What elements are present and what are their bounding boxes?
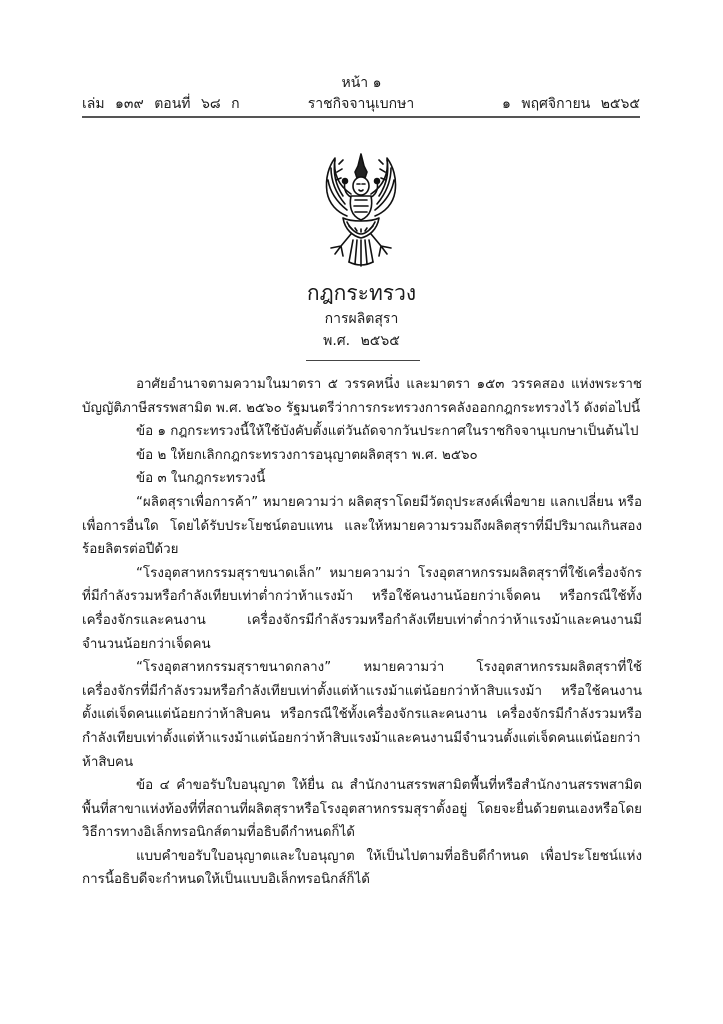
page-number: หน้า ๑ bbox=[341, 75, 382, 91]
clause-4-forms: แบบคำขอรับใบอนุญาตและใบอนุญาต ให้เป็นไปตามที่อธิบดีกำหนด เพื่อประโยชน์แห่งการนี้อธิบดีจะกำหนดให้เป็นแบบอิเล็กทรอนิกส์ก็ได้ bbox=[82, 848, 642, 888]
gazette-header bbox=[82, 94, 640, 114]
document-subject: การผลิตสุรา bbox=[324, 311, 399, 327]
document-title: กฎกระทรวง bbox=[306, 281, 417, 305]
volume-issue: เล่ม ๑๓๙ ตอนที่ ๖๘ ก bbox=[82, 96, 240, 112]
header-divider bbox=[82, 116, 640, 118]
publication-name: ราชกิจจานุเบกษา bbox=[307, 96, 415, 112]
clause-3: ข้อ ๓ ในกฎกระทรวงนี้ bbox=[136, 471, 266, 487]
title-divider bbox=[306, 360, 420, 361]
garuda-emblem-icon bbox=[311, 146, 411, 268]
publication-date: ๑ พฤศจิกายน ๒๕๖๕ bbox=[502, 96, 640, 112]
document-year: พ.ศ. ๒๕๖๕ bbox=[323, 333, 400, 349]
definition-commercial-production: “ผลิตสุราเพื่อการค้า” หมายความว่า ผลิตสุราโดยมีวัตถุประสงค์เพื่อขาย แลกเปลี่ยน หรือเพื่อการอื่นใด โดยได้รับประโยชน์ตอบแทน และให้หมายความรวมถึงผลิตสุราที่มีปริมาณเกินสองร้อยลิตรต่อปีด้วย bbox=[82, 494, 642, 558]
definition-medium-factory: “โรงอุตสาหกรรมสุราขนาดกลาง” หมายความว่า โรงอุตสาหกรรมผลิตสุราที่ใช้เครื่องจักรที่มีกำลังรวมหรือกำลังเทียบเท่าตั้งแต่ห้าแรงม้าแต่น้อยกว่าห้าสิบแรงม้า หรือใช้คนงานตั้งแต่เจ็ดคนแต่น้อยกว่าห้าสิบคน หรือกรณีใช้ทั้งเครื่องจักรและคนงาน เครื่องจักรมีกำลังรวมหรือกำลังเทียบเท่าตั้งแต่ห้าแรงม้าแต่น้อยกว่าห้าสิบแรงม้าและคนงานมีจำนวนตั้งแต่เจ็ดคนแต่น้อยกว่าห้าสิบคน bbox=[82, 660, 642, 770]
clause-4: ข้อ ๔ คำขอรับใบอนุญาต ให้ยื่น ณ สำนักงานสรรพสามิตพื้นที่หรือสำนักงานสรรพสามิตพื้นที่สาขาแห่งท้องที่ที่สถานที่ผลิตสุราหรือโรงอุตสาหกรรมสุราตั้งอยู่ โดยจะยื่นด้วยตนเองหรือโดยวิธีการทางอิเล็กทรอนิกส์ตามที่อธิบดีกำหนดก็ได้ bbox=[82, 778, 642, 841]
definition-small-factory: “โรงอุตสาหกรรมสุราขนาดเล็ก” หมายความว่า โรงอุตสาหกรรมผลิตสุราที่ใช้เครื่องจักรที่มีกำลังรวมหรือกำลังเทียบเท่าต่ำกว่าห้าแรงม้า หรือใช้คนงานน้อยกว่าเจ็ดคน หรือกรณีใช้ทั้งเครื่องจักรและคนงาน เครื่องจักรมีกำลังรวมหรือกำลังเทียบเท่าต่ำกว่าห้าแรงม้าและคนงานมีจำนวนน้อยกว่าเจ็ดคน bbox=[82, 565, 642, 652]
preamble-paragraph: อาศัยอำนาจตามความในมาตรา ๕ วรรคหนึ่ง และมาตรา ๑๕๓ วรรคสอง แห่งพระราชบัญญัติภาษีสรรพสามิต พ.ศ. ๒๕๖๐ รัฐมนตรีว่าการกระทรวงการคลังออกกฎกระทรวงไว้ ดังต่อไปนี้ bbox=[82, 377, 642, 416]
clause-1: ข้อ ๑ กฎกระทรวงนี้ให้ใช้บังคับตั้งแต่วันถัดจากวันประกาศในราชกิจจานุเบกษาเป็นต้นไป bbox=[136, 424, 639, 440]
document-body bbox=[82, 373, 642, 892]
clause-2: ข้อ ๒ ให้ยกเลิกกฎกระทรวงการอนุญาตผลิตสุรา พ.ศ. ๒๕๖๐ bbox=[136, 447, 478, 463]
